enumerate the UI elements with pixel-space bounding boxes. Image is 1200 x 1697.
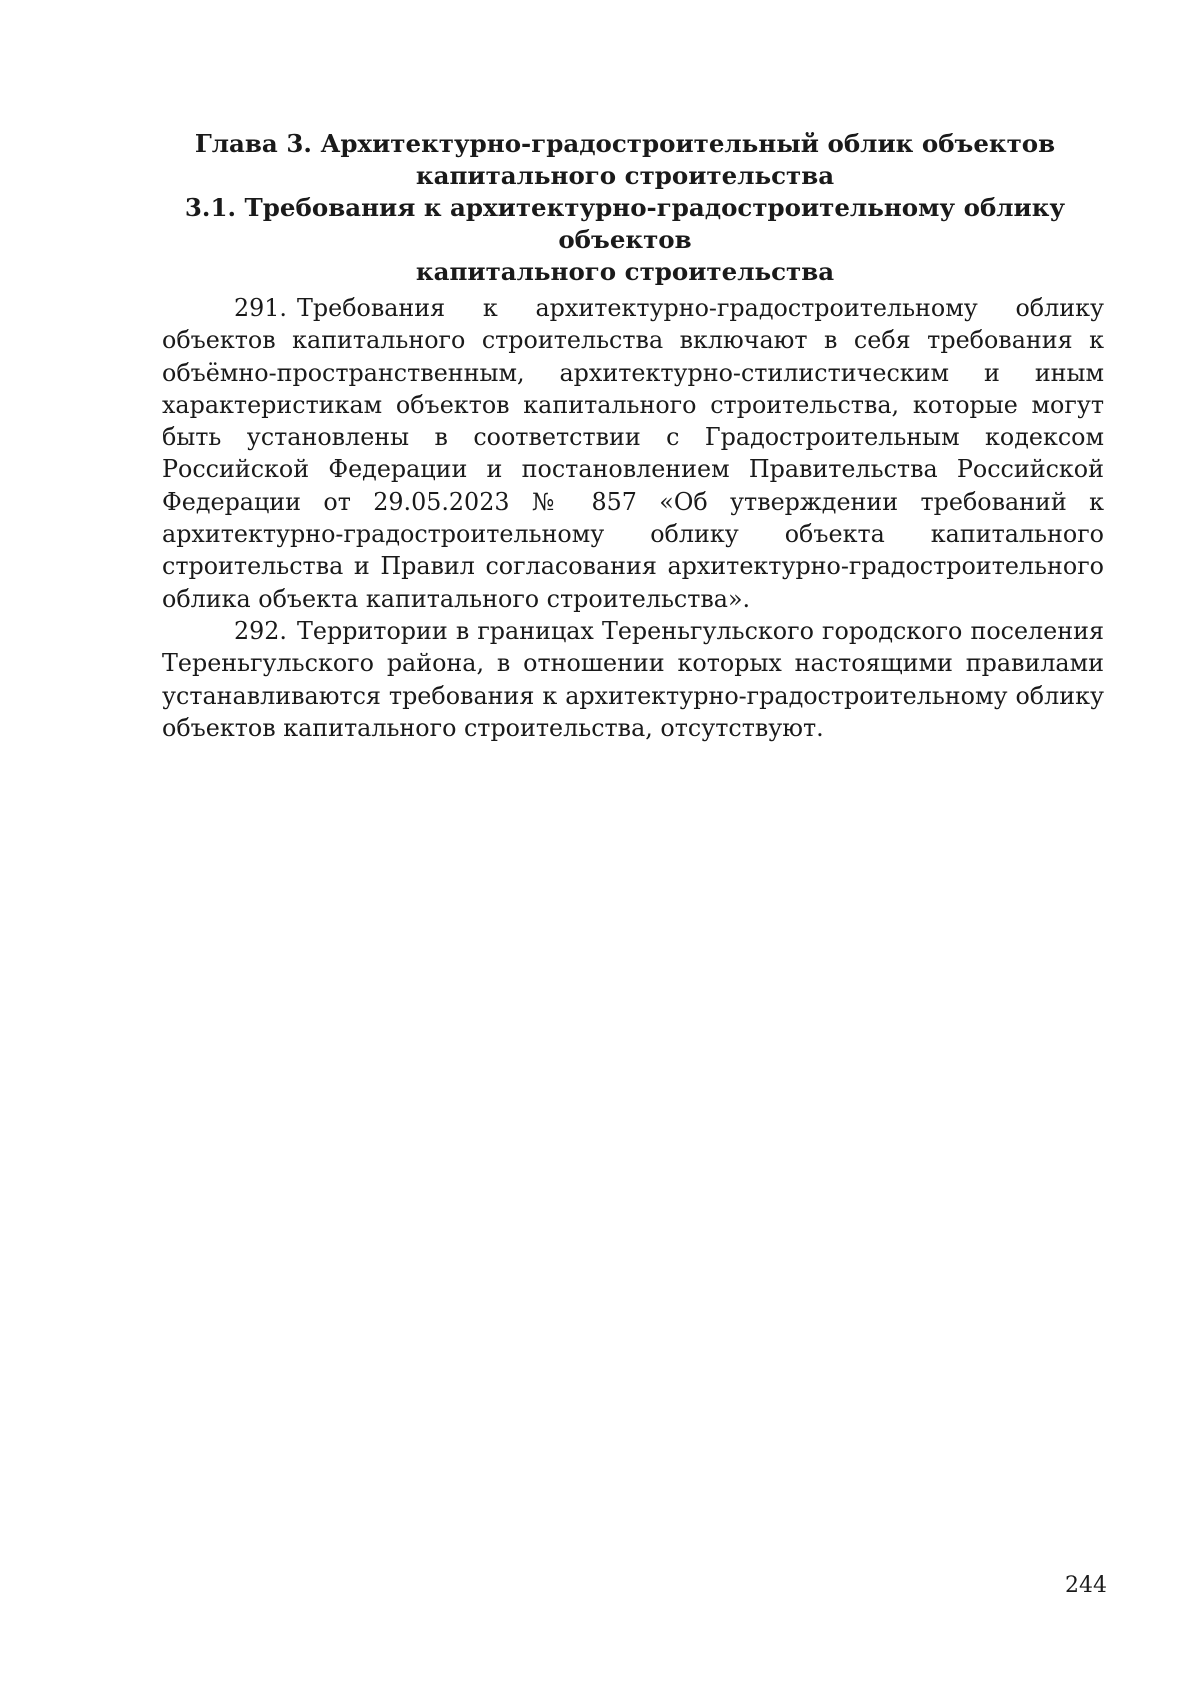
paragraph-text: Требования к архитектурно-градостроительному облику объектов капитального строительства включают в себя требования к объёмно-пространственным, архитектурно-стилистическим и иным характеристикам объектов капитального строительства, которые могут быть установлены в соответствии с Градостроительным кодексом Российской Федерации и постановлением Правительства Российской Федерации от 29.05.2023 № 857 «Об утверждении требований к архитектурно-градостроительному облику объекта капитального строительства и Правил согласования архитектурно-градостроительного облика объекта капитального строительства». (162, 294, 1104, 613)
paragraph-number: 292. (234, 616, 287, 645)
page-number: 244 (1065, 1573, 1107, 1598)
body-text (162, 292, 1104, 744)
paragraph-292 (162, 615, 1104, 744)
paragraph-text: Территории в границах Тереньгульского городского поселения Тереньгульского района, в отношении которых настоящими правилами устанавливаются требования к архитектурно-градостроительному облику объектов капитального строительства, отсутствуют. (162, 616, 1104, 742)
chapter-title-line-2: капитального строительства (415, 161, 835, 190)
section-title-line-1: 3.1. Требования к архитектурно-градостроительному облику объектов (184, 193, 1066, 254)
chapter-heading (160, 128, 1090, 288)
chapter-title-line-1: Глава 3. Архитектурно-градостроительный облик объектов (194, 129, 1056, 158)
paragraph-291 (162, 292, 1104, 615)
section-title-line-2: капитального строительства (415, 257, 835, 286)
paragraph-number: 291. (234, 294, 287, 322)
